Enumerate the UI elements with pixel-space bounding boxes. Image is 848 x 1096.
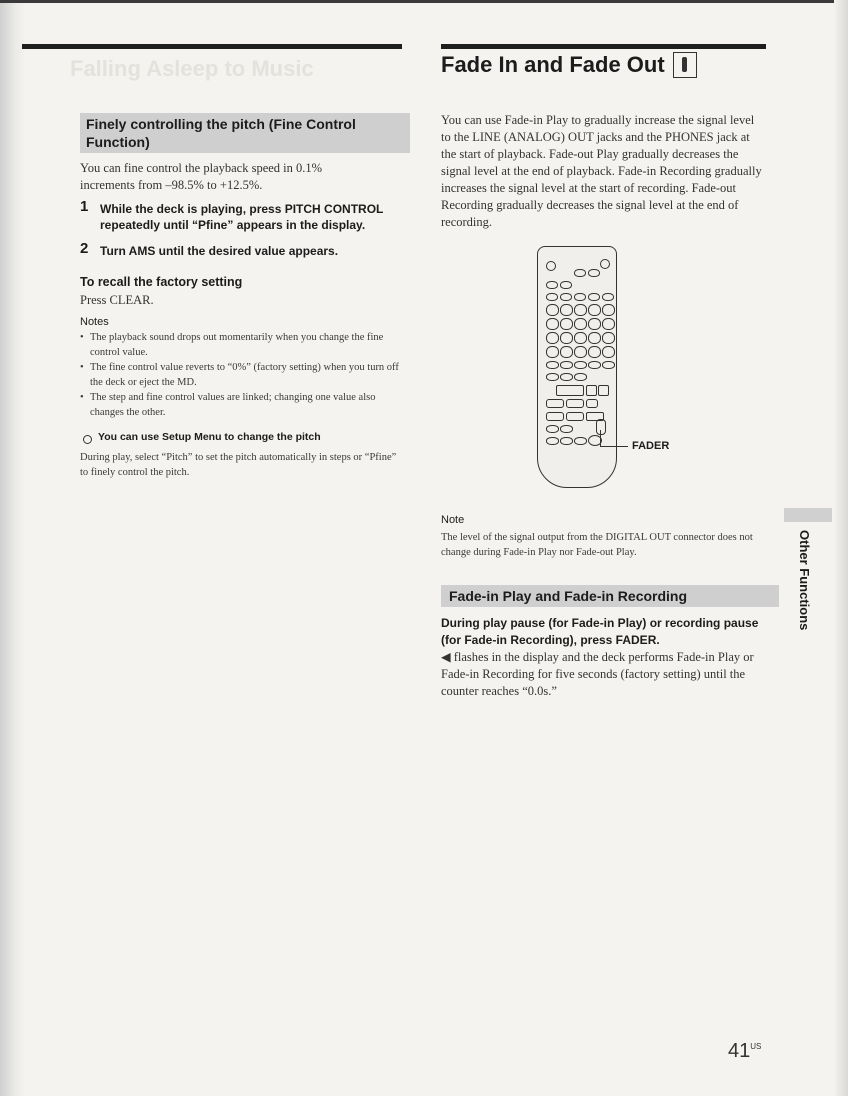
page-number-suffix: US — [750, 1042, 762, 1051]
fade-intro: You can use Fade-in Play to gradually increase the signal level to the LINE (ANALOG) OUT jacks and the PHONES jack at the start of playback. Fade-out Play gradually decreases the signal level at the end of playback. Fade-in Recording gradually increases the signal level at the start of recording. Fade-out Recording gradually decreases the signal level at the end of recording. — [441, 113, 762, 229]
number-button-icon — [560, 318, 573, 330]
tip-label: You can use Setup Menu to change the pitch — [98, 431, 321, 443]
notes-heading: Notes — [80, 316, 109, 328]
remote-button-icon — [586, 399, 598, 408]
right-column-rule — [441, 44, 766, 49]
fine-control-intro: You can fine control the playback speed in 0.1% increments from –98.5% to +12.5%. — [80, 161, 323, 192]
remote-button-icon — [546, 399, 564, 408]
remote-button-icon — [574, 373, 587, 381]
fine-control-heading: Finely controlling the pitch (Fine Control Function) — [80, 113, 410, 153]
remote-control-icon — [673, 52, 697, 78]
remote-control-illustration — [537, 246, 617, 488]
ghost-through-title: Falling Asleep to Music — [70, 56, 314, 81]
number-button-icon — [602, 346, 615, 358]
fader-callout-line — [600, 430, 601, 446]
remote-button-icon — [546, 412, 564, 421]
page-number — [728, 1040, 761, 1063]
number-button-icon — [588, 304, 601, 316]
fade-in-instruction: During play pause (for Fade-in Play) or recording pause (for Fade-in Recording), press FADER. — [441, 616, 759, 647]
number-button-icon — [602, 332, 615, 344]
fade-in-detail: ◀ flashes in the display and the deck performs Fade-in Play or Fade-in Recording for five seconds (factory setting) until the counter reaches “0.0s.” — [441, 650, 754, 698]
remote-button-icon — [574, 437, 587, 445]
remote-button-icon — [586, 385, 597, 396]
number-button-icon — [588, 318, 601, 330]
page-title-text: Fade In and Fade Out — [441, 52, 665, 77]
step-number: 1 — [80, 198, 89, 215]
number-button-icon — [560, 304, 573, 316]
section-side-label: Other Functions — [797, 530, 812, 631]
section-tab — [784, 508, 832, 522]
page-binding-shadow — [0, 0, 26, 1096]
remote-button-icon — [546, 361, 559, 369]
remote-button-icon — [546, 437, 559, 445]
tip-text: During play, select “Pitch” to set the pitch automatically in steps or “Pfine” to finely control the pitch. — [80, 452, 397, 478]
remote-button-icon — [566, 412, 584, 421]
recall-heading: To recall the factory setting — [80, 275, 243, 289]
remote-button-icon — [546, 373, 559, 381]
remote-button-icon — [546, 425, 559, 433]
note-item: • The playback sound drops out momentarily when you change the fine control value. — [80, 330, 402, 360]
recall-text: Press CLEAR. — [80, 293, 154, 307]
fader-label: FADER — [632, 440, 670, 452]
remote-button-icon — [560, 281, 572, 289]
fade-in-heading: Fade-in Play and Fade-in Recording — [441, 585, 779, 607]
top-border — [0, 0, 848, 3]
power-button-icon — [546, 261, 556, 271]
step-number: 2 — [80, 240, 89, 257]
remote-button-icon — [602, 293, 614, 301]
step-text: Turn AMS until the desired value appears. — [100, 244, 339, 258]
number-button-icon — [588, 332, 601, 344]
number-button-icon — [546, 318, 559, 330]
number-button-icon — [560, 332, 573, 344]
remote-button-icon — [596, 419, 606, 435]
remote-button-icon — [556, 385, 584, 396]
remote-button-icon — [588, 361, 601, 369]
number-button-icon — [546, 346, 559, 358]
note-heading: Note — [441, 514, 465, 526]
notes-list — [80, 330, 402, 420]
page-number-value: 41 — [728, 1040, 751, 1062]
number-button-icon — [574, 346, 587, 358]
number-button-icon — [546, 332, 559, 344]
fader-callout-line — [600, 446, 628, 447]
page-edge — [834, 0, 848, 1096]
remote-button-icon — [566, 399, 584, 408]
remote-button-icon — [560, 293, 572, 301]
remote-button-icon — [560, 437, 573, 445]
remote-button-icon — [600, 259, 610, 269]
remote-button-icon — [602, 361, 615, 369]
number-button-icon — [560, 346, 573, 358]
page-title — [441, 52, 697, 78]
number-button-icon — [574, 304, 587, 316]
remote-button-icon — [560, 361, 573, 369]
remote-button-icon — [588, 269, 600, 277]
remote-button-icon — [598, 385, 609, 396]
remote-button-icon — [546, 293, 558, 301]
remote-button-icon — [574, 269, 586, 277]
number-button-icon — [574, 318, 587, 330]
lightbulb-icon — [80, 430, 94, 444]
left-column-rule — [22, 44, 402, 49]
remote-button-icon — [574, 361, 587, 369]
step-text: While the deck is playing, press PITCH CONTROL repeatedly until “Pfine” appears in the display. — [100, 202, 384, 232]
number-button-icon — [574, 332, 587, 344]
number-button-icon — [602, 304, 615, 316]
number-button-icon — [588, 346, 601, 358]
remote-button-icon — [546, 281, 558, 289]
note-item: • The fine control value reverts to “0%” (factory setting) when you turn off the deck or eject the MD. — [80, 360, 402, 390]
remote-button-icon — [560, 425, 573, 433]
tip-heading — [80, 430, 321, 444]
note-text: The level of the signal output from the DIGITAL OUT connector does not change during Fade-in Play nor Fade-out Play. — [441, 532, 753, 558]
remote-button-icon — [560, 373, 573, 381]
number-button-icon — [546, 304, 559, 316]
remote-button-icon — [588, 293, 600, 301]
number-button-icon — [602, 318, 615, 330]
note-item: • The step and fine control values are linked; changing one value also changes the other. — [80, 390, 402, 420]
remote-button-icon — [574, 293, 586, 301]
